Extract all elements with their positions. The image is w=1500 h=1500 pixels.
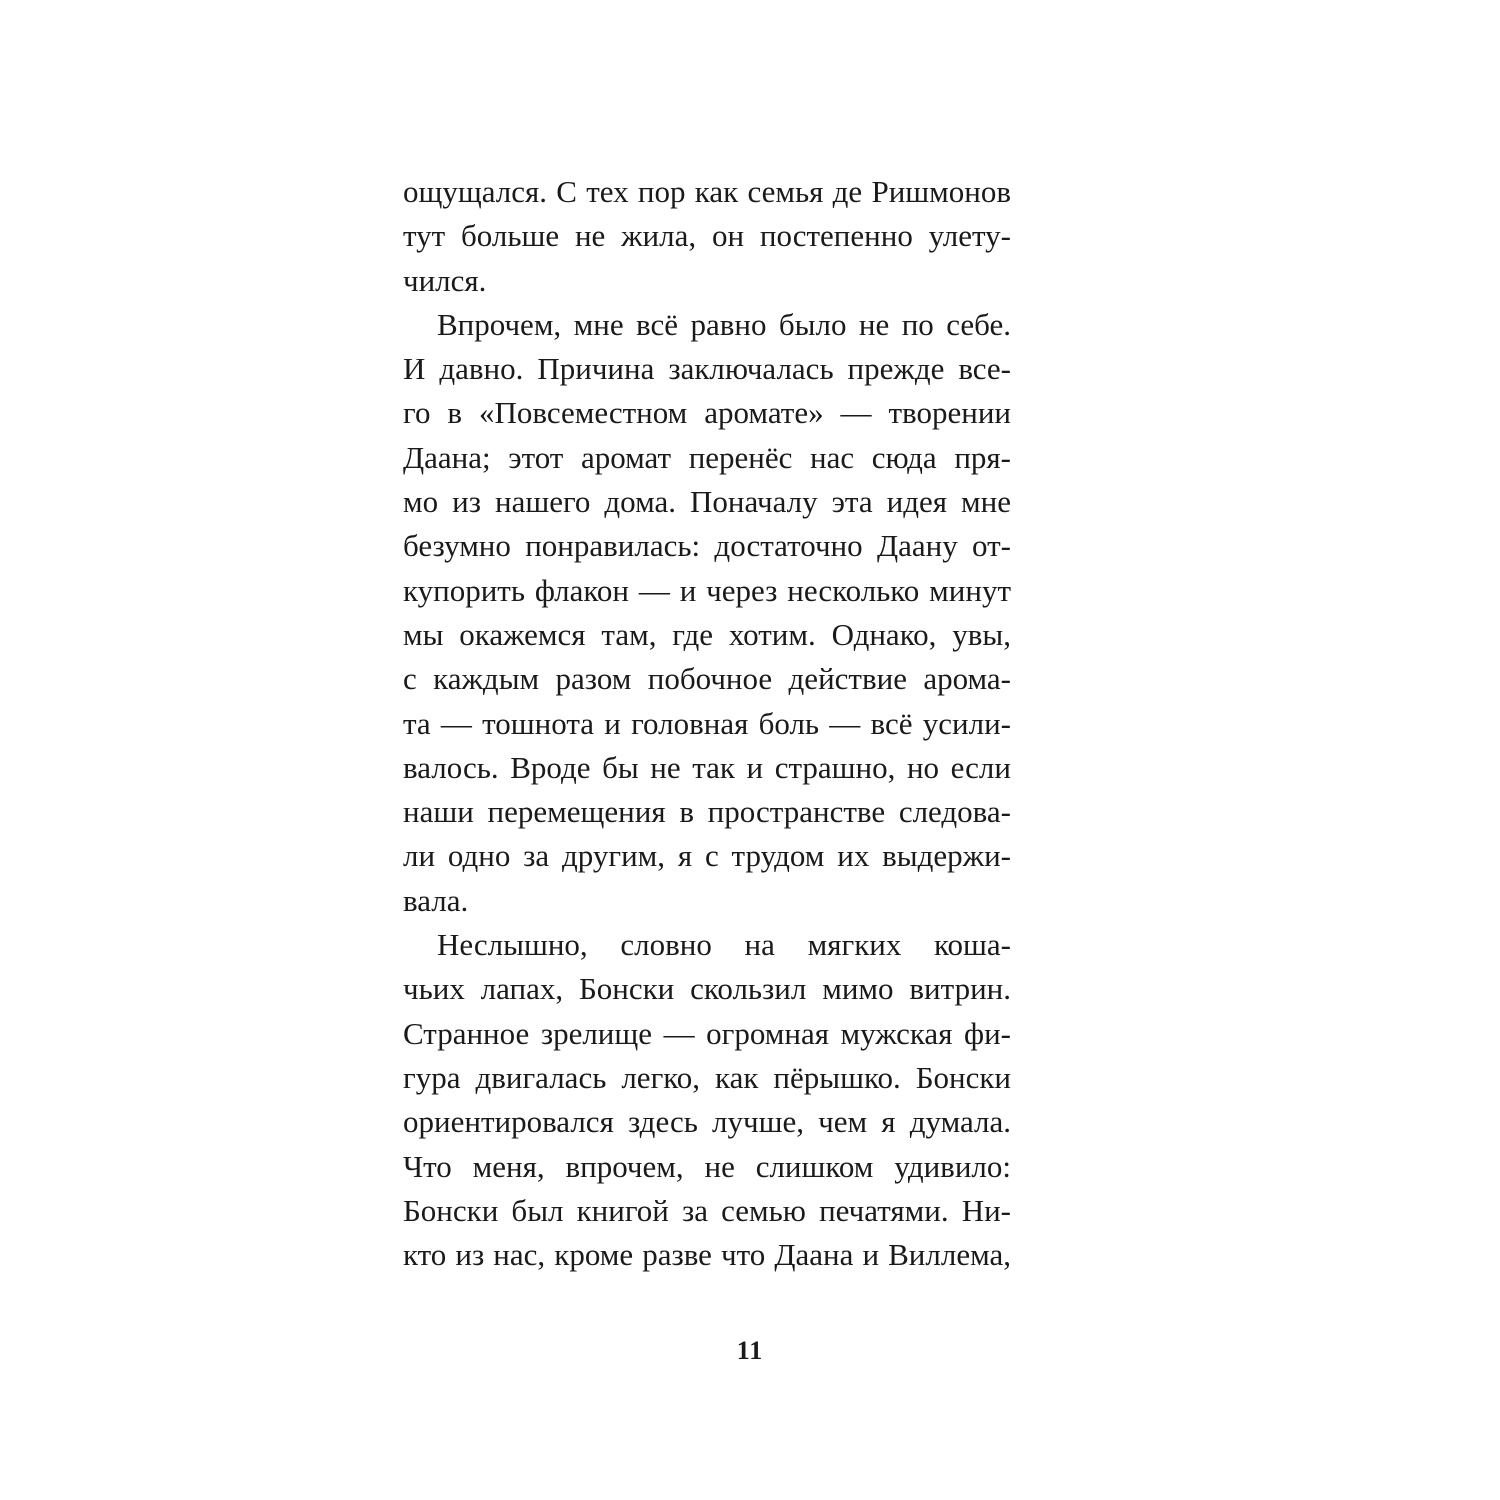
text-line: гура двигалась легко, как пёрышко. Бонски <box>403 1059 1011 1095</box>
text-line: вала. <box>403 882 469 918</box>
body-text <box>403 170 1011 1277</box>
text-line: мы окажемся там, где хотим. Однако, увы, <box>403 616 1011 652</box>
text-line: с каждым разом побочное действие арома- <box>403 661 1011 697</box>
text-line: И давно. Причина заключалась прежде все- <box>403 351 1011 387</box>
text-line: Даана; этот аромат перенёс нас сюда пря- <box>403 439 1011 475</box>
text-line: безумно понравилась: достаточно Даану от- <box>403 528 1011 564</box>
text-line: тут больше не жила, он постепенно улету- <box>403 218 1011 254</box>
page-number: 11 <box>736 1336 764 1365</box>
text-line: наши перемещения в пространстве следова- <box>403 794 1011 830</box>
text-line: го в «Повсеместном аромате» — творении <box>403 395 1011 431</box>
text-line: мо из нашего дома. Поначалу эта идея мне <box>403 484 1011 520</box>
text-line: ли одно за другим, я с трудом их выдержи- <box>403 838 1011 874</box>
text-line: Бонски был книгой за семью печатями. Ни- <box>403 1192 1011 1228</box>
text-line: валось. Вроде бы не так и страшно, но если <box>403 749 1011 785</box>
text-line: купорить флакон — и через несколько минут <box>403 572 1011 608</box>
paragraph-start-line: Неслышно, словно на мягких коша- <box>437 927 1011 963</box>
text-line: кто из нас, кроме разве что Даана и Виллема, <box>403 1237 1011 1273</box>
text-line: чился. <box>403 262 487 298</box>
text-line: та — тошнота и головная боль — всё усили- <box>403 705 1011 741</box>
text-line: Что меня, впрочем, не слишком удивило: <box>403 1148 1011 1184</box>
text-line: Странное зрелище — огромная мужская фи- <box>403 1015 1011 1051</box>
paragraph-start-line: Впрочем, мне всё равно было не по себе. <box>437 306 1011 342</box>
text-line: ощущался. С тех пор как семья де Ришмонов <box>403 174 1011 209</box>
text-line: ориентировался здесь лучше, чем я думала. <box>403 1104 1011 1140</box>
text-line: чьих лапах, Бонски скользил мимо витрин. <box>403 971 1011 1007</box>
